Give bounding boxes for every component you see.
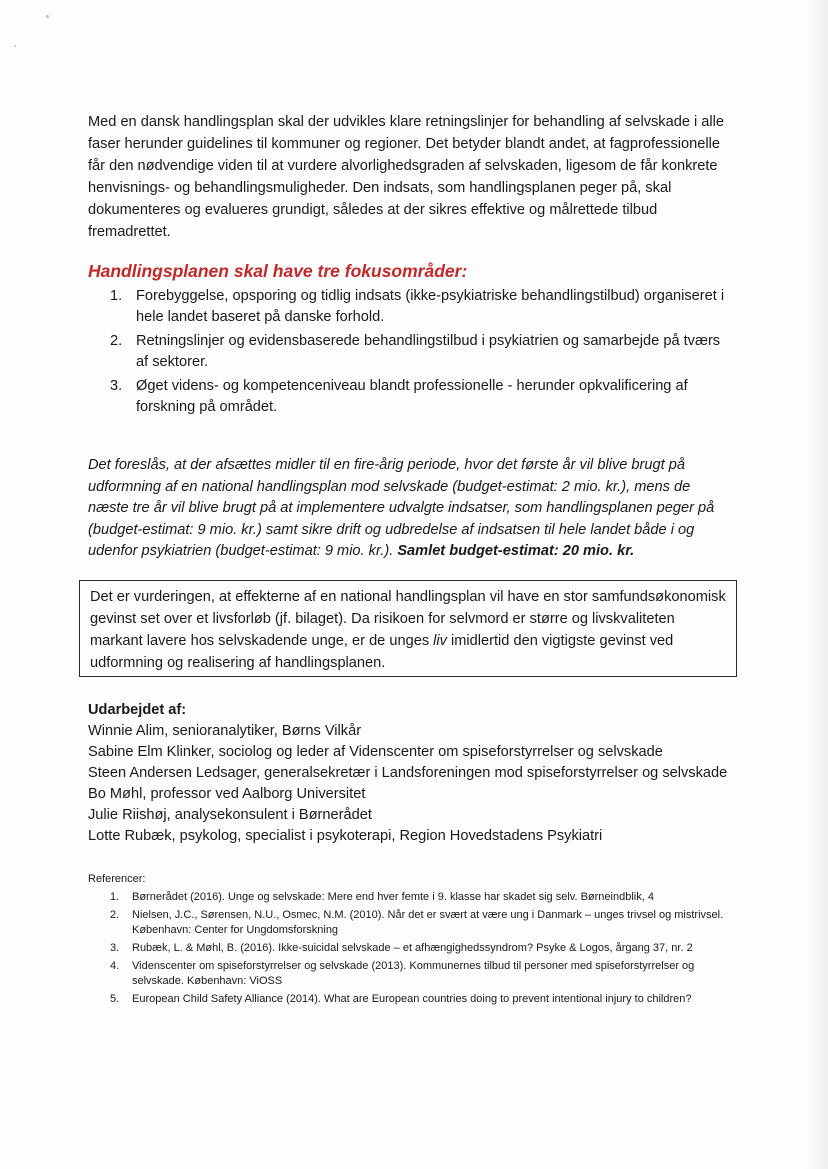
reference-text: Børnerådet (2016). Unge og selvskade: Mere end hver femte i 9. klasse har skadet sig selv. Børneindblik, 4	[132, 891, 654, 903]
references-list	[88, 890, 728, 1007]
reference-item	[88, 959, 728, 989]
proposal-paragraph	[88, 455, 728, 563]
reference-item	[88, 992, 728, 1007]
focus-item-text: Retningslinjer og evidensbaserede behandlingstilbud i psykiatrien og samarbejde på tværs af sektorer.	[136, 333, 721, 370]
reference-text: Rubæk, L. & Møhl, B. (2016). Ikke-suicidal selvskade – et afhængighedssyndrom? Psyke & Logos, årgang 37, nr. 2	[132, 942, 693, 954]
references-section	[88, 872, 728, 1010]
focus-item-text: Øget videns- og kompetenceniveau blandt professionelle - herunder opkvalificering af forskning på området.	[136, 378, 688, 415]
author-line: Steen Andersen Ledsager, generalsekretær i Landsforeningen mod spiseforstyrrelser og selvskade	[88, 765, 728, 781]
reference-item	[88, 890, 728, 905]
author-line: Julie Riishøj, analysekonsulent i Børnerådet	[88, 807, 372, 823]
scan-speck	[46, 15, 49, 18]
reference-number: 3.	[110, 942, 120, 954]
reference-text: Nielsen, J.C., Sørensen, N.U., Osmec, N.M. (2010). Når det er svært at være ung i Danmark – unges trivsel og mistrivsel. København: Center for Ungdomsforskning	[132, 909, 724, 936]
focus-item	[106, 286, 726, 328]
reference-item	[88, 941, 728, 956]
references-title: Referencer:	[88, 873, 146, 885]
author-line: Winnie Alim, senioranalytiker, Børns Vilkår	[88, 723, 362, 739]
focus-item	[106, 376, 726, 418]
assessment-box	[79, 580, 737, 677]
intro-paragraph: Med en dansk handlingsplan skal der udvikles klare retningslinjer for behandling af selvskade i alle faser herunder guidelines til kommuner og regioner. Det betyder blandt andet, at fagprofessionelle får den nødvendige viden til at vurdere alvorlighedsgraden af selvskaden, ligesom de får konkrete henvisnings- og behandlingsmuligheder. Den indsats, som handlingsplanen peger på, skal dokumenteres og evalueres grundigt, således at der sikres effektive og målrettede tilbud fremadrettet.	[88, 114, 725, 240]
author-line: Bo Møhl, professor ved Aalborg Universitet	[88, 786, 366, 802]
authors-section	[88, 700, 748, 847]
reference-number: 5.	[110, 993, 120, 1005]
budget-total: Samlet budget-estimat: 20 mio. kr.	[397, 543, 635, 559]
reference-number: 2.	[110, 909, 120, 921]
scan-speck	[14, 45, 16, 47]
reference-text: Videnscenter om spiseforstyrrelser og selvskade (2013). Kommunernes tilbud til personer med spiseforstyrrelser og selvskade. København: ViOSS	[132, 960, 695, 987]
authors-heading: Udarbejdet af:	[88, 702, 187, 718]
assessment-text	[90, 586, 726, 674]
reference-text: European Child Safety Alliance (2014). What are European countries doing to prevent intentional injury to children?	[132, 993, 692, 1005]
page-edge-shadow	[806, 0, 828, 1169]
focus-item-number: 2.	[110, 333, 123, 349]
author-line: Lotte Rubæk, psykolog, specialist i psykoterapi, Region Hovedstadens Psykiatri	[88, 828, 603, 844]
focus-list	[106, 286, 726, 421]
focus-heading: Handlingsplanen skal have tre fokusområder:	[88, 261, 468, 281]
reference-item	[88, 908, 728, 938]
assessment-emphasis: liv	[433, 633, 447, 649]
focus-item	[106, 331, 726, 373]
focus-item-number: 1.	[110, 288, 123, 304]
assessment-text-end: imidlertid den vigtigste gevinst ved udformning og realisering af handlingsplanen.	[90, 633, 674, 671]
focus-item-number: 3.	[110, 378, 123, 394]
proposal-text: Det foreslås, at der afsættes midler til en fire-årig periode, hvor det første år vil blive brugt på udformning af en national handlingsplan mod selvskade (budget-estimat: 2 mio. kr.), mens de næste tre år vil blive brugt på at implementere udvalgte indsatser, som handlingsplanen peger på (budget-estimat: 9 mio. kr.) samt sikre drift og udbredelse af indsatsen til hele landet både i og udenfor psykiatrien (budget-estimat: 9 mio. kr.).	[88, 457, 715, 559]
reference-number: 4.	[110, 960, 120, 972]
reference-number: 1.	[110, 891, 120, 903]
focus-item-text: Forebyggelse, opsporing og tidlig indsats (ikke-psykiatriske behandlingstilbud) organiseret i hele landet baseret på danske forhold.	[136, 288, 725, 325]
author-line: Sabine Elm Klinker, sociolog og leder af Videnscenter om spiseforstyrrelser og selvskade	[88, 744, 663, 760]
assessment-text-start: Det er vurderingen, at effekterne af en national handlingsplan vil have en stor samfundsøkonomisk gevinst set over et livsforløb (jf. bilaget). Da risikoen for selvmord er større og livskvaliteten markant lavere hos selvskadende unge, er de unges	[90, 589, 726, 649]
